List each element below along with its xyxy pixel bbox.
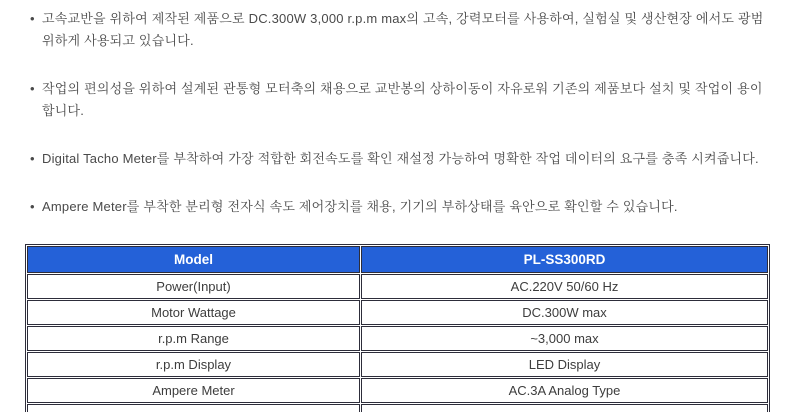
bullet-icon: • bbox=[30, 11, 35, 26]
spec-value: ~3,000 max bbox=[361, 326, 768, 351]
table-header-model-number: PL-SS300RD bbox=[361, 246, 768, 273]
spec-value: LED Display bbox=[361, 352, 768, 377]
table-row-motor-wattage bbox=[27, 300, 768, 325]
spec-label: r.p.m Display bbox=[27, 352, 360, 377]
table-header-row bbox=[27, 246, 768, 273]
feature-text: Ampere Meter를 부착한 분리형 전자식 속도 제어장치를 채용, 기기의 부하상태를 육안으로 확인할 수 있습니다. bbox=[42, 199, 678, 214]
feature-item-tacho-meter bbox=[30, 148, 770, 170]
spec-value: DC.300W max bbox=[361, 300, 768, 325]
bullet-icon: • bbox=[30, 151, 35, 166]
spec-label: Power(Input) bbox=[27, 274, 360, 299]
feature-item-high-speed bbox=[30, 8, 770, 52]
table-row-rpm-range bbox=[27, 326, 768, 351]
spec-table-section bbox=[0, 244, 794, 412]
spec-label: Motor Wattage bbox=[27, 300, 360, 325]
feature-item-motor-shaft bbox=[30, 78, 770, 122]
feature-text: 고속교반을 위하여 제작된 제품으로 DC.300W 3,000 r.p.m max의 고속, 강력모터를 사용하여, 실험실 및 생산현장 에서도 광범위하게 사용되고 있습니다. bbox=[42, 11, 764, 48]
spec-label: r.p.m Range bbox=[27, 326, 360, 351]
table-header-model: Model bbox=[27, 246, 360, 273]
table-row-ampere-meter bbox=[27, 378, 768, 403]
bullet-icon: • bbox=[30, 199, 35, 214]
spec-value bbox=[361, 404, 768, 412]
bullet-icon: • bbox=[30, 81, 35, 96]
spec-value: AC.3A Analog Type bbox=[361, 378, 768, 403]
table-row-cutoff bbox=[27, 404, 768, 412]
spec-label bbox=[27, 404, 360, 412]
spec-label: Ampere Meter bbox=[27, 378, 360, 403]
spec-value: AC.220V 50/60 Hz bbox=[361, 274, 768, 299]
spec-table bbox=[25, 244, 770, 412]
feature-text: Digital Tacho Meter를 부착하여 가장 적합한 회전속도를 확인 재설정 가능하여 명확한 작업 데이터의 요구를 충족 시켜줍니다. bbox=[42, 151, 759, 166]
table-row-rpm-display bbox=[27, 352, 768, 377]
feature-item-ampere-meter bbox=[30, 196, 770, 218]
table-row-power-input bbox=[27, 274, 768, 299]
feature-text: 작업의 편의성을 위하여 설계된 관통형 모터축의 채용으로 교반봉의 상하이동이 자유로워 기존의 제품보다 설치 및 작업이 용이합니다. bbox=[42, 81, 763, 118]
